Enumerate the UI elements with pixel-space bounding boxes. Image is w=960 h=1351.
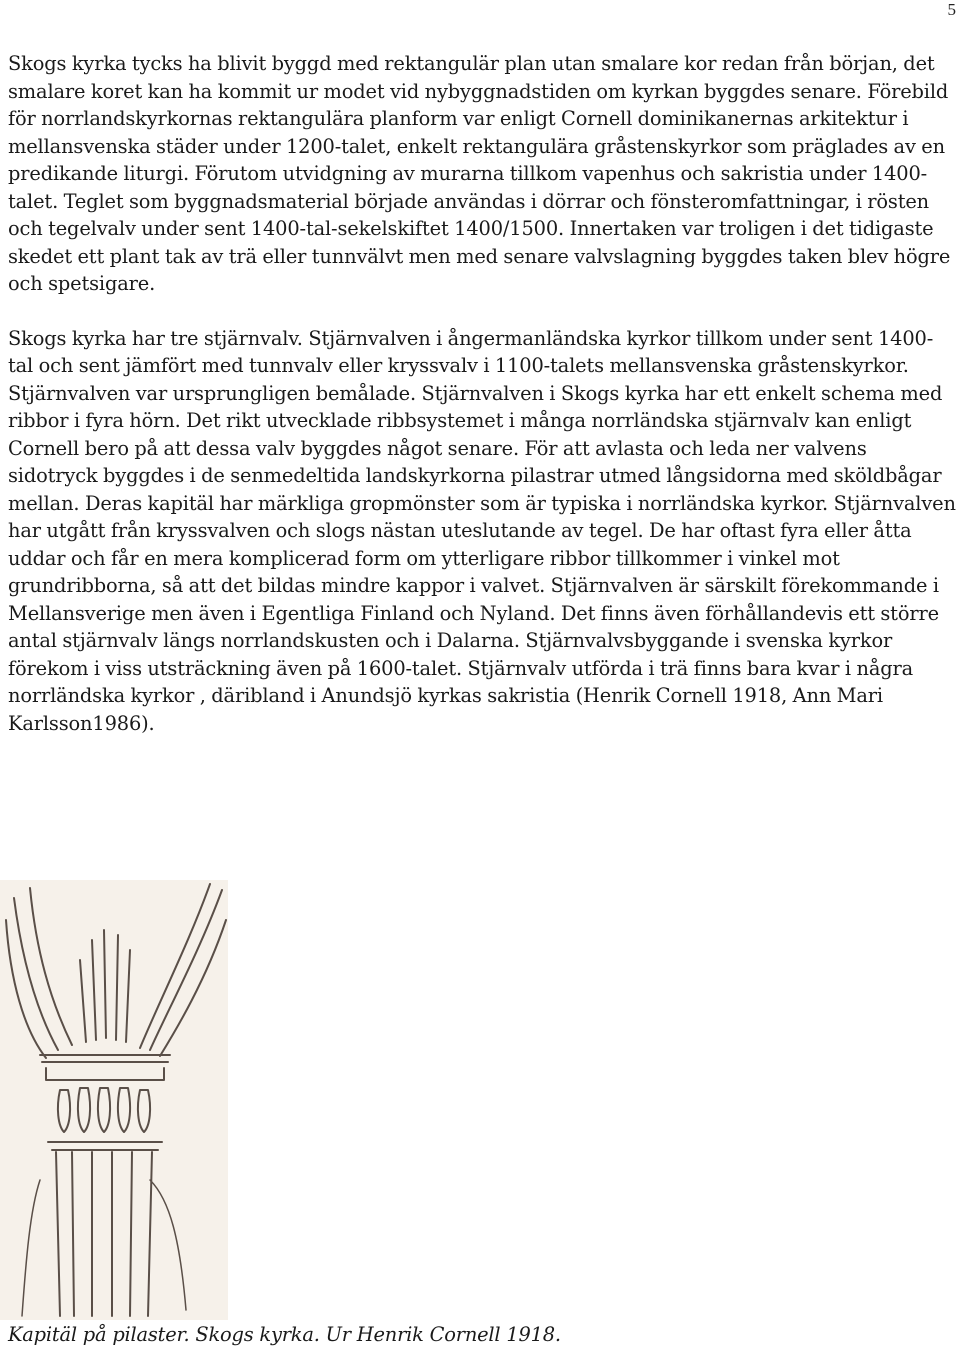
body-text	[8, 50, 956, 737]
pilaster-capital-sketch-icon	[0, 880, 228, 1320]
paragraph-plan-history: Skogs kyrka tycks ha blivit byggd med rektangulär plan utan smalare kor redan från början, det smalare koret kan ha kommit ur modet vid nybyggnadstiden om kyrkan byggdes senare. Förebild för norrlandskyrkornas rektangulära planform var enligt Cornell dominikanernas arkitektur i mellansvenska städer under 1200-talet, enkelt rektangulära gråstenskyrkor som präglades av en predikande liturgi. Förutom utvidgning av murarna tillkom vapenhus och sakristia under 1400- talet. Teglet som byggnadsmaterial började användas i dörrar och fönsteromfattningar, i rösten och tegelvalv under sent 1400-tal-sekelskiftet 1400/1500. Innertaken var troligen i det tidigaste skedet ett plant tak av trä eller tunnvälvt men med senare valvslagning byggdes taken blev högre och spetsigare.	[8, 52, 951, 295]
figure-caption: Kapitäl på pilaster. Skogs kyrka. Ur Henrik Cornell 1918.	[8, 1323, 561, 1346]
page-number: 5	[947, 0, 956, 19]
pilaster-capital-figure	[0, 880, 228, 1320]
paragraph-star-vaults: Skogs kyrka har tre stjärnvalv. Stjärnvalven i ångermanländska kyrkor tillkom under sent 1400-tal och sent jämfört med tunnvalv eller kryssvalv i 1100-talets mellansvenska gråstenskyrkor. Stjärnvalven var ursprungligen bemålade. Stjärnvalven i Skogs kyrka har ett enkelt schema med ribbor i fyra hörn. Det rikt utvecklade ribbsystemet i många norrländska stjärnvalv kan enligt Cornell bero på att dessa valv byggdes något senare. För att avlasta och leda ner valvens sidotryck byggdes i de senmedeltida landskyrkorna pilastrar utmed långsidorna med sköldbågar mellan. Deras kapitäl har märkliga gropmönster som är typiska i norrländska kyrkor. Stjärnvalven har utgått från kryssvalven och slogs nästan uteslutande av tegel. De har oftast fyra eller åtta uddar och får en mera komplicerad form om ytterligare ribbor tillkommer i vinkel mot grundribborna, så att det bildas mindre kappor i valvet. Stjärnvalven är särskilt förekommande i Mellansverige men även i Egentliga Finland och Nyland. Det finns även förhållandevis ett större antal stjärnvalv längs norrlandskusten och i Dalarna. Stjärnvalvsbyggande i svenska kyrkor förekom i viss utsträckning även på 1600-talet. Stjärnvalv utförda i trä finns bara kvar i några norrländska kyrkor , däribland i Anundsjö kyrkas sakristia (Henrik Cornell 1918, Ann Mari Karlsson1986).	[8, 326, 956, 735]
